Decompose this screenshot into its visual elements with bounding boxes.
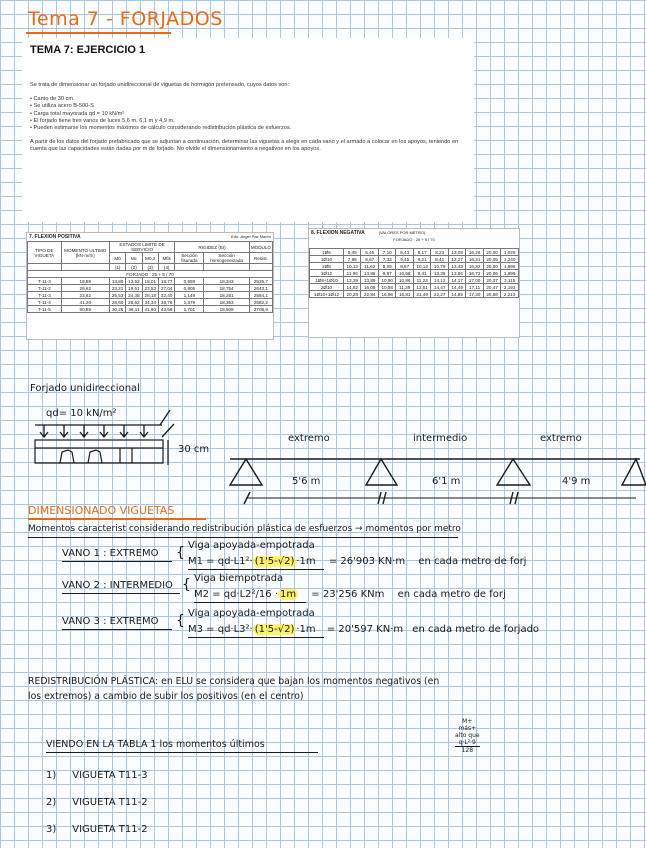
- intro-underline: [28, 537, 458, 538]
- group-header: RIGIDEZ (EI): [175, 242, 249, 253]
- table-author: Edo. Angel Paz Martín: [231, 234, 271, 239]
- vano-3-label: VANO 3 : EXTREMO: [62, 616, 159, 627]
- bullet-item: • El forjado tiene tres vanos de luces 5,6 m, 6,1 m y 4,9 m.: [30, 117, 175, 124]
- table-row: 1Ø8+1Ø10 13,29 13,89 10,90 10,86 11,23 14,12 14,17 17,00 20,37 2,115: [310, 277, 519, 284]
- table-note: (VALORES POR METRO): [378, 230, 426, 235]
- vano-1-result: = 26'903 KN·m: [328, 556, 406, 567]
- section-label: Forjado unidireccional: [30, 383, 140, 394]
- col-number: (1): [109, 264, 125, 271]
- table-row: 1Ø12 11,96 13,85 9,87 10,58 8,41 13,36 13,86 16,72 20,06 1,996: [310, 270, 519, 277]
- span-length-1: 5'6 m: [292, 476, 321, 487]
- vano-1-label: VANO 1 : EXTREMO: [62, 548, 159, 559]
- reference-underline: [46, 752, 318, 753]
- brace-icon: {: [182, 577, 191, 593]
- col-header: TIPO DE VIGUETA: [28, 242, 62, 264]
- col-header: Sección homogeneizada: [204, 253, 249, 264]
- vano-1-formula: M1 = qd·L1²· (1'5-√2) ·1m = 26'903 KN·m en cada metro de forj: [188, 556, 527, 567]
- vano-2-label: VANO 2 : INTERMEDIO: [62, 580, 173, 591]
- table-row: 2Ø10 14,82 16,08 10,58 11,39 12,51 14,47 14,49 17,11 20,47 2,193: [310, 284, 519, 291]
- vano-underline: [62, 561, 172, 562]
- span-label-3: extremo: [540, 433, 582, 444]
- span-label-1: extremo: [288, 433, 330, 444]
- table-title: 7. FLEXION POSITIVA: [29, 234, 81, 240]
- col-number: (3): [142, 264, 158, 271]
- section-heading: DIMENSIONADO VIGUETAS: [28, 504, 175, 517]
- redistribution-line-2: los extremos) a cambio de subir los positivos (en el centro): [28, 691, 304, 702]
- moments-intro: Momentos caracterist considerando redistribución plástica de esfuerzos → momentos por metro: [28, 524, 461, 534]
- result-item: 3) VIGUETA T11-2: [46, 824, 148, 835]
- table-row: T-11-4 41,20 28,60 28,62 34,34 38,78 1,379 18,353 2582,2: [28, 299, 273, 306]
- vano-underline: [62, 593, 180, 594]
- brace-icon: {: [176, 613, 185, 629]
- exercise-task: A partir de los datos del forjado prefabricado que se adjuntan a continuación, determinar las viguetas a elegir en cada vano y el armado a colocar en los apoyos, teniendo en cuenta que las capacidades están dadas por m de forjado. No olvide el dimensionamiento a negativos en los apoyos.: [30, 139, 459, 153]
- col-header: Resist.: [249, 253, 272, 264]
- formula-underline: [188, 569, 324, 570]
- bullet-item: • Pueden estimarse los momentos máximos de cálculo considerando redistribución plástica de esfuerzos.: [30, 125, 292, 132]
- vano-3-note: en cada metro de forjado: [412, 624, 540, 635]
- span-length-3: 4'9 m: [562, 476, 591, 487]
- vano-2-type: Viga biempotrada: [194, 573, 284, 584]
- table-subtitle: FORJADO : 25 + 5 / 70: [28, 271, 273, 278]
- table-row: T-11-5 50,85 30,26 36,11 41,80 43,58 1,701 18,509 2708,9: [28, 306, 273, 313]
- table-row: 1Ø10+1Ø12 20,28 22,84 16,96 16,81 21,49 22,27 14,85 17,30 20,58 2,213: [310, 291, 519, 298]
- bullet-item: • Canto de 30 cm.: [30, 96, 75, 103]
- vano-3-formula: M3 = qd·L3²· (1'5-√2) ·1m = 20'597 KN·m en cada metro de forjado: [188, 624, 540, 635]
- table-row: T-11-3 19,88 13,80 13,52 18,01 18,77 0,659 18,343 2525,7: [28, 278, 273, 285]
- vano-2-formula: M2 = qd·L2²/16 · 1m = 23'256 KNm en cada metro de forj: [194, 589, 506, 600]
- vano-1-note: en cada metro de forj: [418, 556, 527, 567]
- col-header: M0: [109, 253, 125, 264]
- col-header: Mc: [126, 253, 142, 264]
- heading-underline: [28, 518, 206, 520]
- vano-2-result: = 23'256 KNm: [311, 589, 385, 600]
- col-header: M0,2: [142, 253, 158, 264]
- span-length-2: 6'1 m: [432, 476, 461, 487]
- table-row: 1Ø10 7,96 8,67 7,33 9,45 9,21 8,41 13,27 16,31 20,05 1,240: [310, 256, 519, 263]
- vano-1-type: Viga apoyada-empotrada: [188, 540, 315, 551]
- table-title: 8. FLEXION NEGATIVA: [311, 230, 365, 236]
- page-title: Tema 7 - FORJADOS: [28, 8, 223, 30]
- formula-underline: [194, 602, 306, 603]
- table-row: T-11-3 23,62 25,53 24,38 28,18 32,40 1,149 18,281 2584,1: [28, 292, 273, 299]
- col-number: (4): [158, 264, 174, 271]
- group-header: ESTADOS LIMITE DE SERVICIO: [109, 242, 174, 253]
- vano-underline: [62, 629, 172, 630]
- table-reference: VIENDO EN LA TABLA 1 los momentos últimos: [46, 739, 265, 750]
- side-note: M+ más+ alto que q·L²·9 128: [455, 718, 480, 754]
- table-row: 1Ø6 5,45 5,45 7,10 8,43 8,17 8,23 13,08 16,28 20,00 1,029: [310, 249, 519, 256]
- vano-2-note: en cada metro de forj: [397, 589, 506, 600]
- col-header: MOMENTO ULTIMO (kN·m/m): [61, 242, 109, 264]
- table-subtitle: FORJADO : 25 + 5 / 70: [393, 237, 435, 242]
- table-row: 2Ø8 10,13 11,62 8,09 8,57 10,13 10,79 13,43 16,32 20,00 1,896: [310, 263, 519, 270]
- canto-label: 30 cm: [178, 444, 210, 455]
- formula-underline: [188, 637, 324, 638]
- bullet-item: • Se utiliza acero B-500-S: [30, 103, 94, 110]
- result-item: 1) VIGUETA T11-3: [46, 770, 148, 781]
- span-label-2: intermedio: [413, 433, 468, 444]
- group-header: MODULO: [249, 242, 272, 253]
- col-number: (2): [126, 264, 142, 271]
- table-row: T-11-2 26,62 23,21 19,51 23,53 27,04 0,805 18,754 2643,1: [28, 285, 273, 292]
- slab-section: [35, 440, 168, 465]
- bullet-item: • Carga total mayorada qd = 10 kN/m²: [30, 110, 125, 117]
- redistribution-line-1: REDISTRIBUCIÓN PLÁSTICA: en ELU se considera que bajan los momentos negativos (en: [28, 676, 440, 687]
- vano-3-result: = 20'597 KN·m: [326, 624, 404, 635]
- brace-icon: {: [176, 545, 185, 561]
- col-header: Mfis: [158, 253, 174, 264]
- exercise-heading: TEMA 7: EJERCICIO 1: [30, 44, 146, 56]
- exercise-intro: Se trata de dimensionar un forjado unidireccional de viguetas de hormigón pretensado, cuyos datos son:: [30, 82, 290, 88]
- col-header: Sección fisurada: [175, 253, 204, 264]
- result-item: 2) VIGUETA T11-2: [46, 797, 148, 808]
- vano-3-type: Viga apoyada-empotrada: [188, 608, 315, 619]
- load-label: qd= 10 kN/m²: [46, 408, 117, 419]
